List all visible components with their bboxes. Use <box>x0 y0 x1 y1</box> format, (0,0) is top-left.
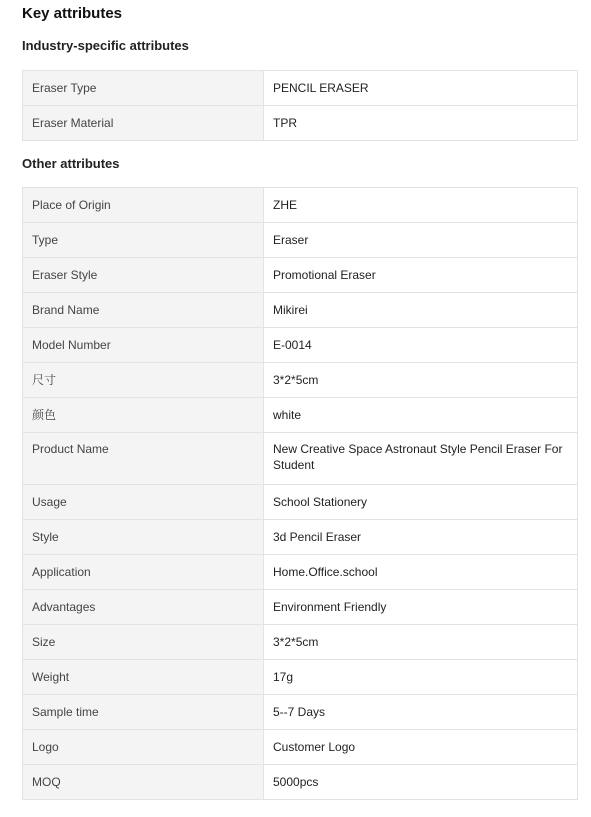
table-row <box>23 71 578 106</box>
attribute-key: Size <box>23 625 264 660</box>
table-row <box>23 765 578 800</box>
table-row <box>23 520 578 555</box>
attribute-value: Promotional Eraser <box>264 258 578 293</box>
attribute-key: Type <box>23 223 264 258</box>
attribute-key: Advantages <box>23 590 264 625</box>
attribute-value: Mikirei <box>264 293 578 328</box>
table-row <box>23 293 578 328</box>
industry-attributes-table <box>22 70 578 141</box>
attribute-key: Application <box>23 555 264 590</box>
table-row <box>23 398 578 433</box>
attribute-value: Environment Friendly <box>264 590 578 625</box>
attribute-key: 尺寸 <box>23 363 264 398</box>
attribute-value: 17g <box>264 660 578 695</box>
other-attributes-table <box>22 187 578 800</box>
attribute-value: 5000pcs <box>264 765 578 800</box>
attribute-key: Style <box>23 520 264 555</box>
attribute-value: ZHE <box>264 188 578 223</box>
attribute-key: MOQ <box>23 765 264 800</box>
attribute-value: 3*2*5cm <box>264 363 578 398</box>
table-row <box>23 555 578 590</box>
attribute-key: Place of Origin <box>23 188 264 223</box>
table-row <box>23 660 578 695</box>
table-row <box>23 433 578 485</box>
attribute-key: Sample time <box>23 695 264 730</box>
attribute-key: Eraser Type <box>23 71 264 106</box>
attribute-key: Brand Name <box>23 293 264 328</box>
attribute-value: Home.Office.school <box>264 555 578 590</box>
table-row <box>23 258 578 293</box>
table-row <box>23 188 578 223</box>
attribute-value: white <box>264 398 578 433</box>
table-row <box>23 363 578 398</box>
attribute-value: 3d Pencil Eraser <box>264 520 578 555</box>
attribute-value: 5--7 Days <box>264 695 578 730</box>
attribute-value: E-0014 <box>264 328 578 363</box>
other-heading: Other attributes <box>22 156 120 171</box>
table-row <box>23 730 578 765</box>
attribute-key: Weight <box>23 660 264 695</box>
table-row <box>23 590 578 625</box>
attribute-key: Usage <box>23 485 264 520</box>
table-row <box>23 485 578 520</box>
attribute-key: Eraser Material <box>23 106 264 141</box>
attribute-value: TPR <box>264 106 578 141</box>
attribute-value: PENCIL ERASER <box>264 71 578 106</box>
attribute-value: Eraser <box>264 223 578 258</box>
table-row <box>23 223 578 258</box>
attribute-value: New Creative Space Astronaut Style Pencil Eraser For Student <box>264 433 578 485</box>
attribute-key: Eraser Style <box>23 258 264 293</box>
table-row <box>23 106 578 141</box>
attribute-key: Model Number <box>23 328 264 363</box>
attribute-value: 3*2*5cm <box>264 625 578 660</box>
table-row <box>23 695 578 730</box>
table-row <box>23 625 578 660</box>
attribute-value: School Stationery <box>264 485 578 520</box>
industry-heading: Industry-specific attributes <box>22 38 189 53</box>
table-row <box>23 328 578 363</box>
attribute-value: Customer Logo <box>264 730 578 765</box>
page-title: Key attributes <box>22 5 123 22</box>
attribute-key: Logo <box>23 730 264 765</box>
attribute-key: Product Name <box>23 433 264 485</box>
attribute-key: 颜色 <box>23 398 264 433</box>
